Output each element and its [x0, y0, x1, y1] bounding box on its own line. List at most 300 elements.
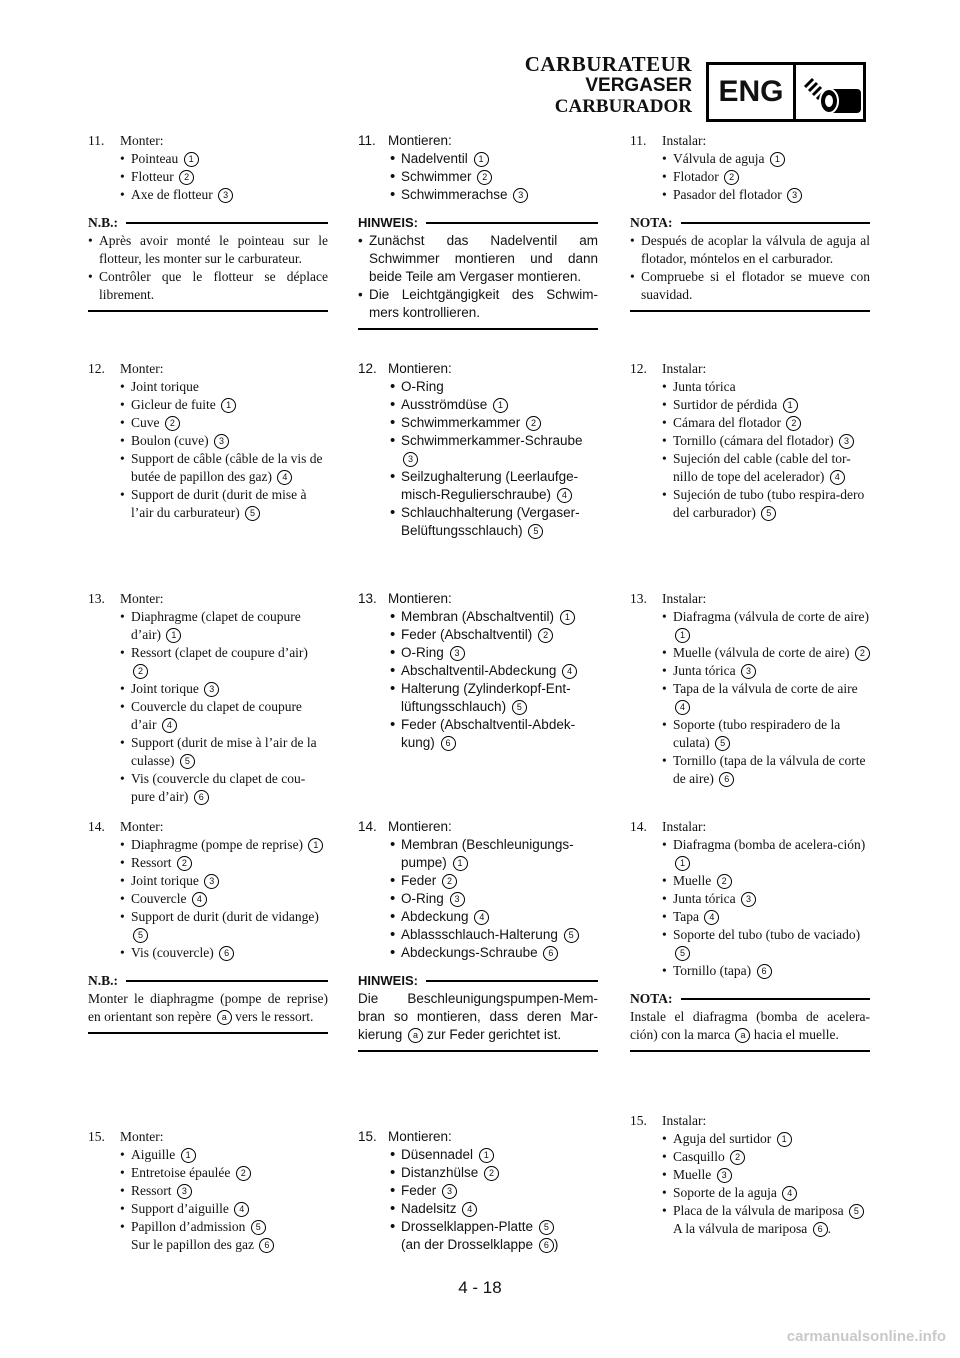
part-item — [662, 378, 870, 396]
part-name: Muelle (válvula de corte de aire) — [673, 645, 850, 660]
step-heading — [88, 1128, 328, 1146]
note-rule — [681, 222, 871, 224]
step-12 — [88, 360, 328, 522]
callout-number: 6 — [757, 964, 772, 979]
part-item — [662, 150, 870, 168]
section-badge — [706, 62, 866, 122]
part-name: Düsennadel — [401, 1147, 474, 1162]
step-number: 13. — [630, 591, 647, 606]
parts-list — [88, 378, 328, 522]
part-name: Tornillo (tapa) — [673, 963, 752, 978]
part-name: Flotteur — [131, 169, 174, 184]
parts-list — [358, 150, 598, 204]
note-bullet: • Après avoir monté le pointeau sur le flotteur, les monter sur le carburateur. — [88, 232, 328, 268]
callout-number: 1 — [308, 838, 323, 853]
part-item — [390, 378, 598, 396]
note-text-part: Monter le diaphragme (pompe de reprise) en orientant son repère — [88, 991, 328, 1024]
callout-number: 1 — [777, 1132, 792, 1147]
part-name: Vis (couvercle du clapet de cou-pure d’air) — [131, 771, 306, 804]
part-item — [390, 186, 598, 204]
part-name: Distanzhülse — [401, 1165, 479, 1180]
part-item — [662, 908, 870, 926]
callout-number: 2 — [133, 664, 148, 679]
step-number: 11. — [88, 133, 105, 148]
callout-number: 6 — [219, 946, 234, 961]
callout-number: 2 — [526, 416, 541, 431]
callout-number: 4 — [675, 700, 690, 715]
part-item — [120, 608, 328, 644]
part-item — [120, 698, 328, 734]
note-header — [88, 214, 328, 232]
note-box — [88, 214, 328, 312]
part-item — [390, 680, 598, 716]
part-item — [662, 962, 870, 980]
part-item — [390, 608, 598, 626]
callout-number: 3 — [839, 434, 854, 449]
part-item — [390, 1182, 598, 1200]
callout-number: 6 — [813, 1222, 828, 1237]
callout-number: 1 — [675, 628, 690, 643]
callout-number: 1 — [181, 1148, 196, 1163]
step-11 — [358, 132, 598, 330]
parts-list — [630, 1130, 870, 1220]
part-item — [120, 908, 328, 944]
note-box — [630, 214, 870, 312]
step-heading — [358, 360, 598, 378]
part-item — [662, 926, 870, 962]
page-number: 4 - 18 — [458, 1278, 502, 1297]
note-box — [88, 972, 328, 1034]
note-box — [630, 990, 870, 1052]
step-action: Montieren: — [388, 133, 452, 148]
part-item — [120, 944, 328, 962]
continuation-line — [88, 1236, 328, 1254]
callout-number: 5 — [564, 928, 579, 943]
callout-number: 5 — [512, 700, 527, 715]
note-bullet: • Después de acoplar la válvula de aguja al flotador, móntelos en el carburador. — [630, 232, 870, 268]
continuation-end: . — [827, 1221, 831, 1236]
part-name: Pasador del flotador — [673, 187, 782, 202]
part-item — [662, 872, 870, 890]
step-15 — [630, 1112, 870, 1238]
part-item — [662, 836, 870, 872]
section-code: ENG — [718, 75, 784, 108]
step-number: 11. — [630, 133, 647, 148]
part-item — [390, 944, 598, 962]
part-item — [662, 1130, 870, 1148]
step-heading — [630, 590, 870, 608]
parts-list — [358, 378, 598, 540]
part-item — [390, 1146, 598, 1164]
part-item — [120, 186, 328, 204]
part-name: Diaphragme (clapet de coupure d’air) — [131, 609, 301, 642]
part-item — [662, 644, 870, 662]
part-item — [120, 890, 328, 908]
part-item — [120, 836, 328, 854]
part-name: Diaphragme (pompe de reprise) — [131, 837, 304, 852]
step-14 — [88, 818, 328, 1034]
step-13 — [630, 590, 870, 788]
part-name: O-Ring — [401, 379, 444, 394]
part-item — [120, 432, 328, 450]
part-name: Soporte del tubo (tubo de vaciado) — [673, 927, 861, 942]
callout-number: 3 — [177, 1184, 192, 1199]
part-item — [662, 1166, 870, 1184]
part-name: Diafragma (válvula de corte de aire) — [673, 609, 870, 624]
continuation-line — [630, 1220, 870, 1238]
part-name: Axe de flotteur — [131, 187, 213, 202]
part-name: Ressort — [131, 855, 172, 870]
note-text-part: Die Beschleunigungspumpen-Mem-bran so montieren, dass deren Mar-kierung — [358, 991, 598, 1042]
step-13 — [358, 590, 598, 752]
part-name: Entretoise épaulée — [131, 1165, 231, 1180]
step-action: Montieren: — [388, 591, 452, 606]
note-header — [630, 990, 870, 1008]
step-14 — [358, 818, 598, 1052]
part-name: Junta tórica — [673, 379, 736, 394]
step-12 — [630, 360, 870, 522]
step-heading — [630, 818, 870, 836]
callout-number: a — [408, 1028, 423, 1043]
part-name: Tornillo (tapa de la válvula de corte de aire) — [673, 753, 866, 786]
callout-number: 3 — [450, 646, 465, 661]
callout-number: 2 — [165, 416, 180, 431]
note-text-part: vers le ressort. — [235, 1009, 314, 1024]
callout-number: 6 — [441, 736, 456, 751]
part-name: Sujeción de tubo (tubo respira-dero del carburador) — [673, 487, 865, 520]
part-name: Nadelsitz — [401, 1201, 457, 1216]
callout-number: 2 — [730, 1150, 745, 1165]
part-item — [662, 186, 870, 204]
step-action: Monter: — [120, 133, 164, 148]
callout-number: 1 — [184, 152, 199, 167]
note-bullet: • Compruebe si el flotador se mueve con suavidad. — [630, 268, 870, 304]
callout-number: 5 — [251, 1220, 266, 1235]
part-item — [120, 1200, 328, 1218]
part-item — [120, 414, 328, 432]
callout-number: 2 — [724, 170, 739, 185]
part-item — [390, 716, 598, 752]
part-name: Schwimmerachse — [401, 187, 508, 202]
callout-number: 5 — [675, 946, 690, 961]
part-name: Schwimmer — [401, 169, 472, 184]
part-item — [120, 450, 328, 486]
part-name: Schwimmerkammer — [401, 415, 521, 430]
callout-number: 3 — [442, 1184, 457, 1199]
part-name: Ausströmdüse — [401, 397, 488, 412]
part-name: Sujeción del cable (cable del tor-nillo de tope del acelerador) — [673, 451, 851, 484]
parts-list — [88, 836, 328, 962]
part-name: Joint torique — [131, 681, 199, 696]
step-13 — [88, 590, 328, 806]
continuation-end: ) — [553, 1237, 559, 1252]
part-item — [390, 890, 598, 908]
callout-number: 1 — [474, 152, 489, 167]
part-item — [120, 644, 328, 680]
parts-list — [358, 1146, 598, 1236]
parts-list — [630, 608, 870, 788]
note-text — [88, 990, 328, 1026]
part-name: Gicleur de fuite — [131, 397, 216, 412]
callout-number: a — [735, 1028, 750, 1043]
callout-number: 3 — [204, 682, 219, 697]
part-item — [662, 662, 870, 680]
step-heading — [630, 132, 870, 150]
part-item — [120, 1218, 328, 1236]
part-name: Halterung (Zylinderkopf-Ent-lüftungsschlauch) — [401, 681, 571, 714]
step-action: Monter: — [120, 819, 164, 834]
continuation-text: (an der Drosselklappe — [401, 1237, 534, 1252]
title-de: VERGASER — [585, 75, 692, 96]
parts-list — [630, 150, 870, 204]
part-name: Tapa — [673, 909, 700, 924]
callout-number: 5 — [133, 928, 148, 943]
part-name: Pointeau — [131, 151, 179, 166]
callout-number: 2 — [177, 856, 192, 871]
note-header — [358, 972, 598, 990]
part-name: Aguja del surtidor — [673, 1131, 772, 1146]
callout-number: 1 — [783, 398, 798, 413]
parts-list — [630, 836, 870, 980]
callout-number: 6 — [719, 772, 734, 787]
step-action: Montieren: — [388, 1129, 452, 1144]
part-name: O-Ring — [401, 891, 444, 906]
note-bullet: • Die Leichtgängigkeit des Schwim-mers kontrollieren. — [358, 286, 598, 322]
callout-number: 2 — [442, 874, 457, 889]
step-number: 14. — [358, 819, 377, 834]
step-action: Monter: — [120, 361, 164, 376]
title-fr: CARBURATEUR — [524, 52, 692, 76]
part-item — [390, 644, 598, 662]
callout-number: 3 — [741, 664, 756, 679]
part-item — [662, 396, 870, 414]
engine-spring-icon — [797, 67, 865, 117]
note-label: NOTA: — [630, 991, 673, 1006]
callout-number: 2 — [477, 170, 492, 185]
callout-number: 3 — [403, 452, 418, 467]
step-action: Instalar: — [662, 133, 707, 148]
title-es: CARBURADOR — [554, 96, 692, 117]
callout-number: 3 — [741, 892, 756, 907]
part-item — [662, 608, 870, 644]
note-text-part: Instale el diafragma (bomba de acelera-ción) con la marca — [630, 1009, 870, 1042]
callout-number: 1 — [560, 610, 575, 625]
callout-number: 5 — [849, 1204, 864, 1219]
part-item — [120, 734, 328, 770]
part-name: Placa de la válvula de mariposa — [673, 1203, 844, 1218]
note-rule — [426, 222, 598, 224]
part-item — [662, 680, 870, 716]
note-text-part: hacia el muelle. — [753, 1027, 839, 1042]
callout-number: 5 — [761, 506, 776, 521]
callout-number: 3 — [450, 892, 465, 907]
part-item — [390, 1218, 598, 1236]
callout-number: 5 — [245, 506, 260, 521]
step-number: 13. — [88, 591, 105, 606]
note-rule — [681, 998, 871, 1000]
step-action: Montieren: — [388, 361, 452, 376]
callout-number: 4 — [704, 910, 719, 925]
callout-number: 3 — [513, 188, 528, 203]
continuation-text: A la válvula de mariposa — [673, 1221, 808, 1236]
callout-number: 5 — [715, 736, 730, 751]
callout-number: 3 — [717, 1168, 732, 1183]
step-number: 14. — [630, 819, 647, 834]
part-item — [390, 836, 598, 872]
step-11 — [630, 132, 870, 312]
part-item — [120, 378, 328, 396]
note-box — [358, 972, 598, 1052]
callout-number: 4 — [782, 1186, 797, 1201]
part-item — [120, 1164, 328, 1182]
step-12 — [358, 360, 598, 540]
callout-number: 4 — [557, 488, 572, 503]
note-rule — [126, 980, 328, 982]
note-label: HINWEIS: — [358, 215, 418, 230]
part-name: Junta tórica — [673, 663, 736, 678]
step-action: Instalar: — [662, 361, 707, 376]
note-text — [358, 990, 598, 1044]
callout-number: 6 — [543, 946, 558, 961]
note-rule — [126, 222, 328, 224]
callout-number: 2 — [236, 1166, 251, 1181]
continuation-line — [358, 1236, 598, 1254]
part-item — [662, 716, 870, 752]
part-item — [390, 1200, 598, 1218]
continuation-text: Sur le papillon des gaz — [131, 1237, 254, 1252]
part-item — [390, 168, 598, 186]
part-name: Abschaltventil-Abdeckung — [401, 663, 557, 678]
part-name: Support de durit (durit de vidange) — [131, 909, 319, 924]
part-name: Support de câble (câble de la vis de butée de papillon des gaz) — [131, 451, 323, 484]
part-name: Ablassschlauch-Halterung — [401, 927, 558, 942]
callout-number: 1 — [221, 398, 236, 413]
part-item — [662, 1202, 870, 1220]
part-name: Support (durit de mise à l’air de la culasse) — [131, 735, 317, 768]
part-name: Ressort (clapet de coupure d’air) — [131, 645, 308, 660]
part-item — [120, 150, 328, 168]
callout-number: 4 — [562, 664, 577, 679]
step-heading — [358, 818, 598, 836]
part-name: Joint torique — [131, 873, 199, 888]
callout-number: 1 — [493, 398, 508, 413]
part-name: Feder — [401, 1183, 437, 1198]
step-number: 12. — [630, 361, 647, 376]
note-rule-bottom — [88, 1032, 328, 1034]
part-item — [120, 770, 328, 806]
part-item — [390, 468, 598, 504]
parts-list — [630, 378, 870, 522]
part-name: Boulon (cuve) — [131, 433, 209, 448]
step-15 — [358, 1128, 598, 1254]
callout-number: 4 — [162, 718, 177, 733]
parts-list — [88, 608, 328, 806]
part-name: Feder (Abschaltventil) — [401, 627, 533, 642]
part-item — [120, 486, 328, 522]
step-action: Instalar: — [662, 1113, 707, 1128]
part-name: Tornillo (cámara del flotador) — [673, 433, 834, 448]
step-number: 11. — [358, 133, 376, 148]
part-item — [390, 414, 598, 432]
part-name: Support de durit (durit de mise à l’air du carburateur) — [131, 487, 307, 520]
part-name: Junta tórica — [673, 891, 736, 906]
step-action: Instalar: — [662, 819, 707, 834]
note-text-part: zur Feder gerichtet ist. — [426, 1027, 562, 1042]
step-number: 15. — [88, 1129, 105, 1144]
callout-number: 5 — [528, 524, 543, 539]
part-item — [662, 450, 870, 486]
callout-number: a — [217, 1010, 232, 1025]
part-item — [662, 752, 870, 788]
part-name: Membran (Beschleunigungs-pumpe) — [401, 837, 574, 870]
note-header — [88, 972, 328, 990]
step-15 — [88, 1128, 328, 1254]
part-item — [390, 908, 598, 926]
note-header — [630, 214, 870, 232]
callout-number: 2 — [484, 1166, 499, 1181]
note-label: HINWEIS: — [358, 973, 418, 988]
callout-number: 3 — [214, 434, 229, 449]
part-name: Válvula de aguja — [673, 151, 765, 166]
part-item — [390, 396, 598, 414]
parts-list — [358, 608, 598, 752]
callout-number: 6 — [259, 1238, 274, 1253]
step-heading — [630, 360, 870, 378]
step-heading — [88, 590, 328, 608]
note-rule-bottom — [88, 310, 328, 312]
part-name: Couvercle du clapet de coupure d’air — [131, 699, 302, 732]
callout-number: 2 — [786, 416, 801, 431]
part-item — [120, 854, 328, 872]
callout-number: 4 — [462, 1202, 477, 1217]
part-name: Support d’aiguille — [131, 1201, 229, 1216]
callout-number: 6 — [194, 790, 209, 805]
callout-number: 2 — [717, 874, 732, 889]
note-rule-bottom — [630, 1050, 870, 1052]
part-item — [662, 168, 870, 186]
callout-number: 2 — [855, 646, 870, 661]
part-name: Joint torique — [131, 379, 199, 394]
callout-number: 4 — [277, 470, 292, 485]
part-name: Muelle — [673, 1167, 712, 1182]
callout-number: 4 — [474, 910, 489, 925]
part-item — [390, 504, 598, 540]
note-label: NOTA: — [630, 215, 673, 230]
part-item — [390, 150, 598, 168]
step-number: 12. — [358, 361, 377, 376]
callout-number: 1 — [453, 856, 468, 871]
callout-number: 3 — [204, 874, 219, 889]
part-name: Seilzughalterung (Leerlaufge-misch-Regulierschraube) — [401, 469, 579, 502]
part-name: Soporte (tubo respiradero de la culata) — [673, 717, 841, 750]
parts-list — [358, 836, 598, 962]
callout-number: 2 — [538, 628, 553, 643]
note-rule-bottom — [630, 310, 870, 312]
callout-number: 1 — [479, 1148, 494, 1163]
part-name: Soporte de la aguja — [673, 1185, 777, 1200]
step-action: Monter: — [120, 1129, 164, 1144]
part-item — [662, 1184, 870, 1202]
part-item — [120, 1182, 328, 1200]
part-name: Couvercle — [131, 891, 187, 906]
note-label: N.B.: — [88, 973, 118, 988]
note-bullet: • Contrôler que le flotteur se déplace librement. — [88, 268, 328, 304]
part-name: Surtidor de pérdida — [673, 397, 778, 412]
part-item — [120, 872, 328, 890]
part-name: Flotador — [673, 169, 719, 184]
part-name: Papillon d’admission — [131, 1219, 246, 1234]
callout-number: 5 — [539, 1220, 554, 1235]
